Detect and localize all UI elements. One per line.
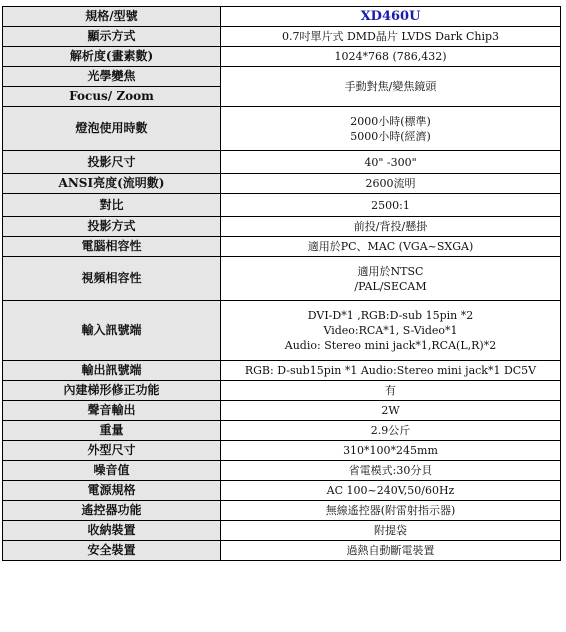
spec-row-brightness [3,174,561,194]
spec-value: 310*100*245mm [221,441,561,461]
spec-label: 輸入訊號端 [3,301,221,361]
spec-row-video-compat [3,257,561,301]
spec-row-display [3,27,561,47]
spec-table [2,6,561,561]
spec-value: 適用於PC、MAC (VGA~SXGA) [221,237,561,257]
spec-row-projection-size [3,151,561,174]
spec-value-line: Video:RCA*1, S-Video*1 [323,324,458,337]
spec-row-noise [3,461,561,481]
spec-value: 有 [221,381,561,401]
spec-label: 收納裝置 [3,521,221,541]
spec-row-power [3,481,561,501]
spec-value: 2500:1 [221,194,561,217]
spec-value: 0.7吋單片式 DMD晶片 LVDS Dark Chip3 [221,27,561,47]
spec-label: 電源規格 [3,481,221,501]
spec-label: 視頻相容性 [3,257,221,301]
spec-label: 光學變焦 [3,67,221,87]
spec-label: 燈泡使用時數 [3,107,221,151]
spec-label: 投影方式 [3,217,221,237]
spec-label: ANSI亮度(流明數) [3,174,221,194]
spec-row-projection-mode [3,217,561,237]
spec-value: 前投/背投/懸掛 [221,217,561,237]
spec-label: 電腦相容性 [3,237,221,257]
spec-row-input-ports [3,301,561,361]
spec-row-audio-output [3,401,561,421]
spec-value [221,301,561,361]
spec-label: 聲音輸出 [3,401,221,421]
spec-value [221,107,561,151]
spec-value: 40" -300" [221,151,561,174]
spec-row-dimensions [3,441,561,461]
spec-label: 安全裝置 [3,541,221,561]
spec-row-storage [3,521,561,541]
spec-value-line: 5000小時(經濟) [350,129,431,143]
spec-row-output-ports [3,361,561,381]
spec-label: 解析度(畫素數) [3,47,221,67]
spec-row-weight [3,421,561,441]
spec-value-line: /PAL/SECAM [354,279,427,293]
spec-label-secondary: Focus/ Zoom [3,87,221,107]
spec-label: 內建梯形修正功能 [3,381,221,401]
spec-value: 1024*768 (786,432) [221,47,561,67]
model-number: XD460U [221,7,561,27]
spec-value: 2.9公斤 [221,421,561,441]
spec-label: 對比 [3,194,221,217]
spec-header-row [3,7,561,27]
spec-row-optical-zoom [3,67,561,87]
spec-value: 2W [221,401,561,421]
spec-value-line: 適用於NTSC [357,264,424,278]
spec-value: 手動對焦/變焦鏡頭 [221,67,561,107]
spec-value-line: DVI-D*1 ,RGB:D-sub 15pin *2 [307,309,474,322]
spec-value: 2600流明 [221,174,561,194]
spec-label: 遙控器功能 [3,501,221,521]
spec-value: 省電模式:30分貝 [221,461,561,481]
spec-row-remote [3,501,561,521]
spec-row-computer-compat [3,237,561,257]
spec-label: 投影尺寸 [3,151,221,174]
spec-label: 顯示方式 [3,27,221,47]
spec-value: RGB: D-sub15pin *1 Audio:Stereo mini jack*1 DC5V [221,361,561,381]
spec-value: 附提袋 [221,521,561,541]
spec-value [221,257,561,301]
spec-value: 無線遙控器(附雷射指示器) [221,501,561,521]
spec-row-safety [3,541,561,561]
spec-value: AC 100~240V,50/60Hz [221,481,561,501]
spec-value: 過熱自動斷電裝置 [221,541,561,561]
spec-row-contrast [3,194,561,217]
spec-label: 重量 [3,421,221,441]
spec-value-line: 2000小時(標準) [350,114,431,128]
spec-row-resolution [3,47,561,67]
spec-row-lamp-life [3,107,561,151]
spec-header-label: 規格/型號 [3,7,221,27]
spec-label: 輸出訊號端 [3,361,221,381]
spec-label: 噪音值 [3,461,221,481]
spec-row-keystone [3,381,561,401]
spec-label: 外型尺寸 [3,441,221,461]
spec-value-line: Audio: Stereo mini jack*1,RCA(L,R)*2 [284,339,497,352]
